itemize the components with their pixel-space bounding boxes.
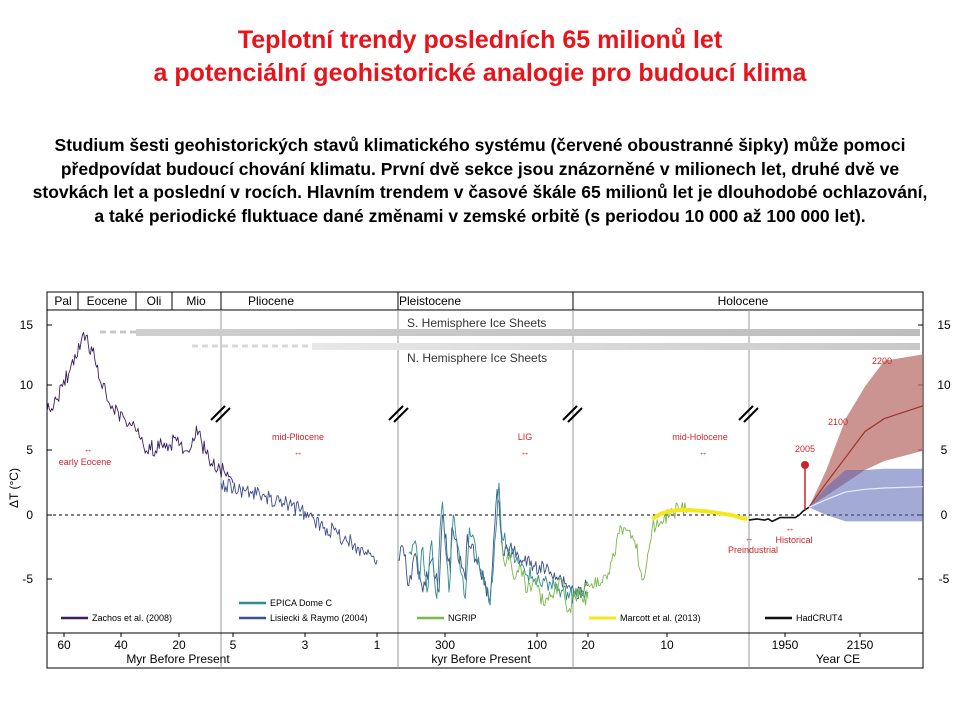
slide-title-line1: Teplotní trendy posledních 65 milionů let xyxy=(237,26,723,54)
x-axis xyxy=(57,638,873,666)
x-tick-label: 2150 xyxy=(846,638,874,652)
epoch-label: Oli xyxy=(146,294,162,308)
legend xyxy=(61,598,843,623)
analogue-arrow: ↔ xyxy=(293,447,303,457)
y-tick-label-right: 10 xyxy=(937,378,951,392)
x-tick-label: 20 xyxy=(172,638,186,652)
analogue-label: mid-Pliocene xyxy=(271,432,325,442)
legend-label: Marcott et al. (2013) xyxy=(620,613,701,623)
legend-label: EPICA Dome C xyxy=(270,598,333,608)
x-tick-label: 1 xyxy=(373,638,381,652)
x-tick-label: 40 xyxy=(114,638,128,652)
analogue-arrow: ↔ xyxy=(520,447,530,457)
projection-year-label: 2200 xyxy=(871,356,893,366)
n-ice-sheet-label: N. Hemisphere Ice Sheets xyxy=(407,351,548,365)
epoch-label: Mio xyxy=(186,294,206,308)
y-tick-label-right: 0 xyxy=(940,508,948,522)
analogue-arrow: ↔ xyxy=(698,447,708,457)
series-line-lisiecki-raymo-2004 xyxy=(221,479,377,564)
y-tick-label: 15 xyxy=(19,318,33,332)
epoch-label: Eocene xyxy=(86,294,128,308)
y-tick-label: 0 xyxy=(26,508,33,522)
x-tick-label: 5 xyxy=(229,638,237,652)
y-tick-label: 5 xyxy=(26,443,33,457)
s-ice-sheet-label: S. Hemisphere Ice Sheets xyxy=(407,316,547,330)
slide-title-line2: a potenciální geohistorické analogie pro budoucí klima xyxy=(153,59,807,87)
analogue-arrow: ↔ xyxy=(744,533,754,543)
analogue-label: early Eocene xyxy=(58,457,112,467)
epoch-label: Holocene xyxy=(717,294,769,308)
slide-description: Studium šesti geohistorických stavů klimatického systému (červené oboustranné šipky) může pomoci předpovídat budoucí chování klimatu. První dvě sekce jsou znázorněné v milionech let, druhé dvě ve stovkách let a poslední v rocích. Hlavním trendem v časové škále 65 milionů let je dlouhodobé ochlazování, a také periodické fluktuace dané změnami v zemské orbitě (s periodou 10 000 až 100 000 let). xyxy=(32,135,928,226)
y-tick-label-right: 15 xyxy=(937,318,951,332)
x-tick-label: 20 xyxy=(581,638,595,652)
series-line-ngrip xyxy=(501,541,588,613)
epoch-label: Pliocene xyxy=(247,294,295,308)
epoch-label: Pleistocene xyxy=(398,294,462,308)
legend-label: Zachos et al. (2008) xyxy=(92,613,173,623)
x-tick-label: 60 xyxy=(57,638,71,652)
x-axis-label: kyr Before Present xyxy=(431,652,531,666)
epoch-label: Pal xyxy=(54,294,72,308)
series-line-ngrip xyxy=(573,503,687,602)
analogue-label: Preindustrial xyxy=(727,545,779,555)
projection-year-label: 2100 xyxy=(827,417,849,427)
analogue-layer xyxy=(59,356,892,555)
x-tick-label: 1950 xyxy=(771,638,799,652)
axis-break-marks xyxy=(211,406,758,422)
analogue-label: mid-Holocene xyxy=(672,432,728,442)
x-tick-label: 10 xyxy=(660,638,674,652)
series-layer xyxy=(47,332,923,612)
y-axis-label: ΔT (°C) xyxy=(7,468,21,508)
x-tick-label: 300 xyxy=(434,638,456,652)
marker-2005-dot xyxy=(801,461,809,469)
x-axis-label: Myr Before Present xyxy=(126,652,230,666)
analogue-label: LIG xyxy=(517,432,533,442)
temperature-chart-figure xyxy=(0,280,960,677)
y-tick-label-right: 5 xyxy=(940,443,948,457)
x-tick-label: 3 xyxy=(301,638,309,652)
legend-label: Lisiecki & Raymo (2004) xyxy=(270,613,368,623)
analogue-label: Historical xyxy=(775,535,813,545)
legend-label: HadCRUT4 xyxy=(796,613,843,623)
x-axis-label: Year CE xyxy=(815,652,861,666)
legend-label: NGRIP xyxy=(448,613,477,623)
n-ice-sheet-bar xyxy=(312,343,920,350)
x-tick-label: 100 xyxy=(526,638,548,652)
y-tick-label: 10 xyxy=(19,378,33,392)
x-ticks xyxy=(64,633,860,637)
s-ice-sheet-bar xyxy=(136,329,920,336)
slide-title xyxy=(0,24,960,90)
analogue-arrow: ↔ xyxy=(83,444,93,454)
projection-year-label: 2005 xyxy=(794,444,816,454)
series-line-hadcrut4 xyxy=(749,507,809,521)
analogue-arrow: ↔ xyxy=(785,523,795,533)
temperature-chart xyxy=(0,280,960,672)
y-tick-label: -5 xyxy=(22,572,33,586)
y-tick-label-right: -5 xyxy=(938,572,950,586)
